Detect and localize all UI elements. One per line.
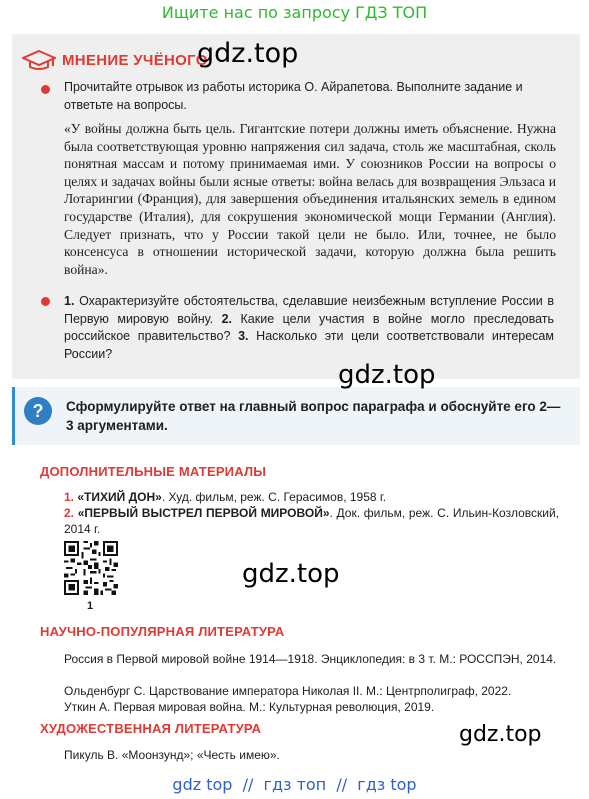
graduation-cap-icon xyxy=(22,49,56,71)
qr-label: 1 xyxy=(87,600,94,612)
bullet-marker xyxy=(41,297,50,306)
bullet-marker xyxy=(41,85,50,94)
bottom-banner: gdz top // гдз топ // гдз top xyxy=(172,775,417,794)
opinion-task: Прочитайте отрывок из работы историка О. Айрапетова. Выполните задание и ответьте на вопросы. xyxy=(64,80,523,112)
question-text: Охарактеризуйте обстоятельства, сделавшие неизбежным вступление России в Первую мировую войну. xyxy=(64,294,554,326)
list-item xyxy=(64,489,559,505)
opinion-title: МНЕНИЕ УЧЁНОГО xyxy=(62,51,208,69)
watermark: gdz.top xyxy=(338,360,436,390)
question-text: Какие цели участия в войне могло преследовать российское правительство? xyxy=(64,311,555,343)
watermark: gdz.top xyxy=(459,722,542,747)
qr-code-icon[interactable] xyxy=(64,541,118,595)
film-title: «ПЕРВЫЙ ВЫСТРЕЛ ПЕРВОЙ МИРОВОЙ» xyxy=(77,506,330,520)
question-mark-icon: ? xyxy=(24,397,52,425)
list-item: Уткин А. Первая мировая война. М.: Культурная революция, 2019. xyxy=(64,700,435,714)
watermark: gdz.top xyxy=(242,559,340,589)
main-question-text: Сформулируйте ответ на главный вопрос параграфа и обоснуйте его 2—3 аргументами. xyxy=(66,399,561,433)
list-item xyxy=(64,505,559,537)
top-banner: Ищите нас по запросу ГДЗ ТОП xyxy=(161,3,428,22)
opinion-header xyxy=(22,42,208,78)
question-number: 1. xyxy=(64,294,75,308)
watermark: gdz.top xyxy=(197,38,299,69)
historian-quote: «У войны должна быть цель. Гигантские потери должны иметь объяснение. Нужна была соответствующая уровню напряжения сил задача, столь же масштабная, сколь понятная массам и потому принимаемая ими. У союзников России на вопросы о целях и задачах войны были ясные ответы: война велась для возвращения Эльзаса и Лотарингии (Франция), для завершения объединения итальянских земель в едином государстве (Италия), для сокрушения экономической мощи Германии (Англия). Следует признать, что у России такой цели не было. Или, точнее, не было консенсуса в отношении исторической задачи, которую должна была решить война». xyxy=(64,121,556,277)
film-desc: . Док. фильм, реж. С. Ильин-Козловский, 2014 г. xyxy=(64,506,560,536)
item-number: 1. xyxy=(64,490,75,504)
item-number: 2. xyxy=(64,506,75,520)
opinion-questions xyxy=(64,293,554,363)
list-item: Пикуль В. «Моонзунд»; «Честь имею». xyxy=(64,748,280,762)
question-text: Насколько эти цели соответствовали интересам России? xyxy=(64,329,554,361)
question-number: 2. xyxy=(221,311,233,326)
list-item: Ольденбург С. Царствование императора Николая II. М.: Центрполиграф, 2022. xyxy=(64,684,512,698)
section-title-fiction: ХУДОЖЕСТВЕННАЯ ЛИТЕРАТУРА xyxy=(40,721,262,736)
film-title: «ТИХИЙ ДОН» xyxy=(77,490,162,504)
section-title-additional: ДОПОЛНИТЕЛЬНЫЕ МАТЕРИАЛЫ xyxy=(40,464,267,479)
list-item: Россия в Первой мировой войне 1914—1918. Энциклопедия: в 3 т. М.: РОССПЭН, 2014. xyxy=(64,652,557,666)
film-desc: . Худ. фильм, реж. С. Герасимов, 1958 г. xyxy=(161,490,387,504)
question-number: 3. xyxy=(238,329,249,343)
section-title-popular: НАУЧНО-ПОПУЛЯРНАЯ ЛИТЕРАТУРА xyxy=(40,624,285,639)
